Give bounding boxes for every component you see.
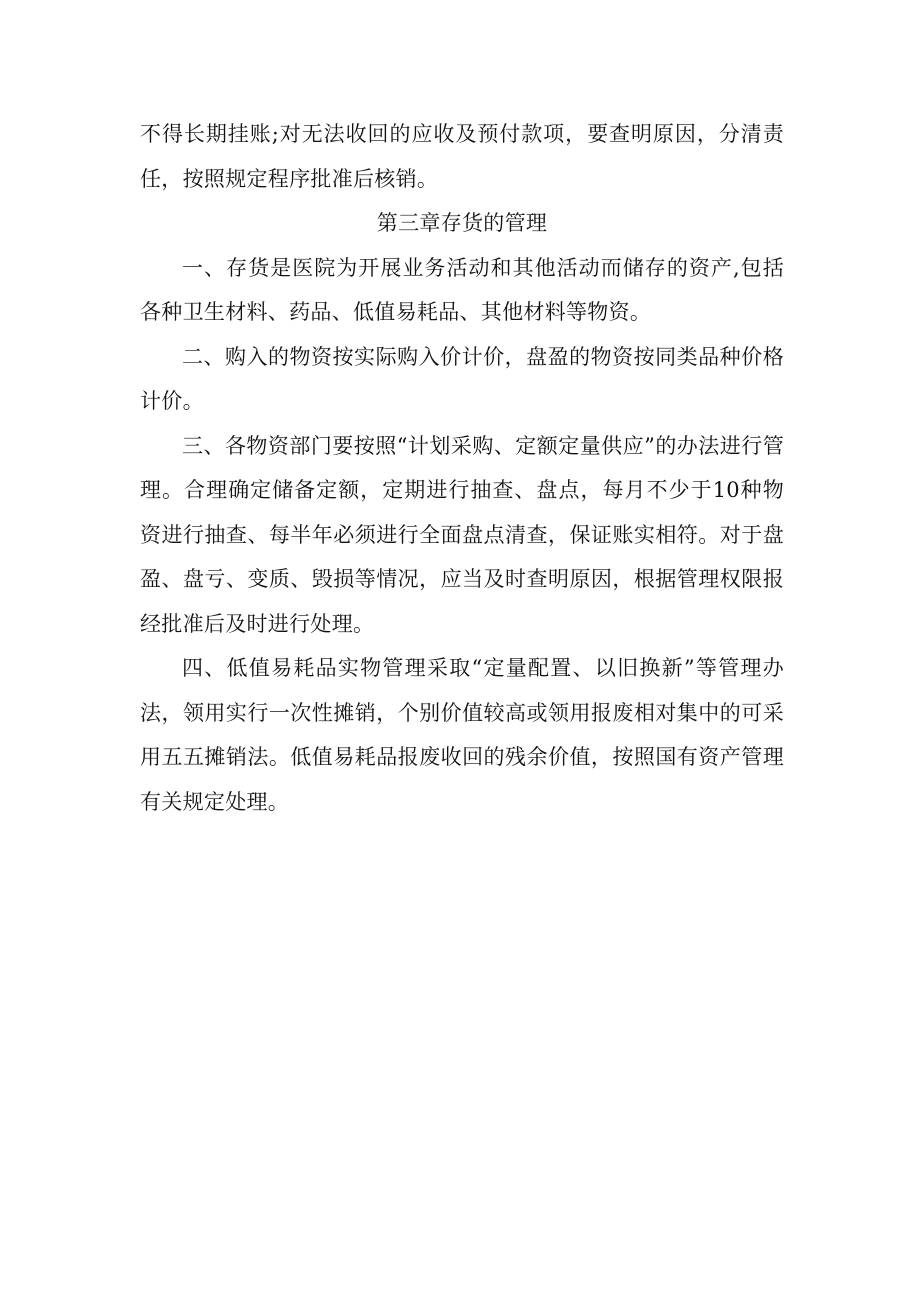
paragraph-1: 一、存货是医院为开展业务活动和其他活动而储存的资产,包括各种卫生材料、药品、低值易耗品、其他材料等物资。 bbox=[140, 255, 784, 324]
document-body bbox=[140, 112, 784, 824]
paragraph-3: 三、各物资部门要按照“计划采购、定额定量供应”的办法进行管理。合理确定储备定额，定期进行抽查、盘点，每月不少于10种物资进行抽查、每半年必须进行全面盘点清查，保证账实相符。对于盘盈、盘亏、变质、毁损等情况，应当及时查明原因，根据管理权限报经批准后及时进行处理。 bbox=[140, 433, 784, 636]
continuation-paragraph: 不得长期挂账;对无法收回的应收及预付款项，要查明原因，分清责任，按照规定程序批准后核销。 bbox=[140, 122, 784, 191]
chapter-title: 第三章存货的管理 bbox=[376, 211, 548, 235]
paragraph-2: 二、购入的物资按实际购入价计价，盘盈的物资按同类品种价格计价。 bbox=[140, 344, 784, 413]
paragraph-4: 四、低值易耗品实物管理采取“定量配置、以旧换新”等管理办法，领用实行一次性摊销，个别价值较高或领用报废相对集中的可采用五五摊销法。低值易耗品报废收回的残余价值，按照国有资产管理有关规定处理。 bbox=[140, 656, 784, 814]
